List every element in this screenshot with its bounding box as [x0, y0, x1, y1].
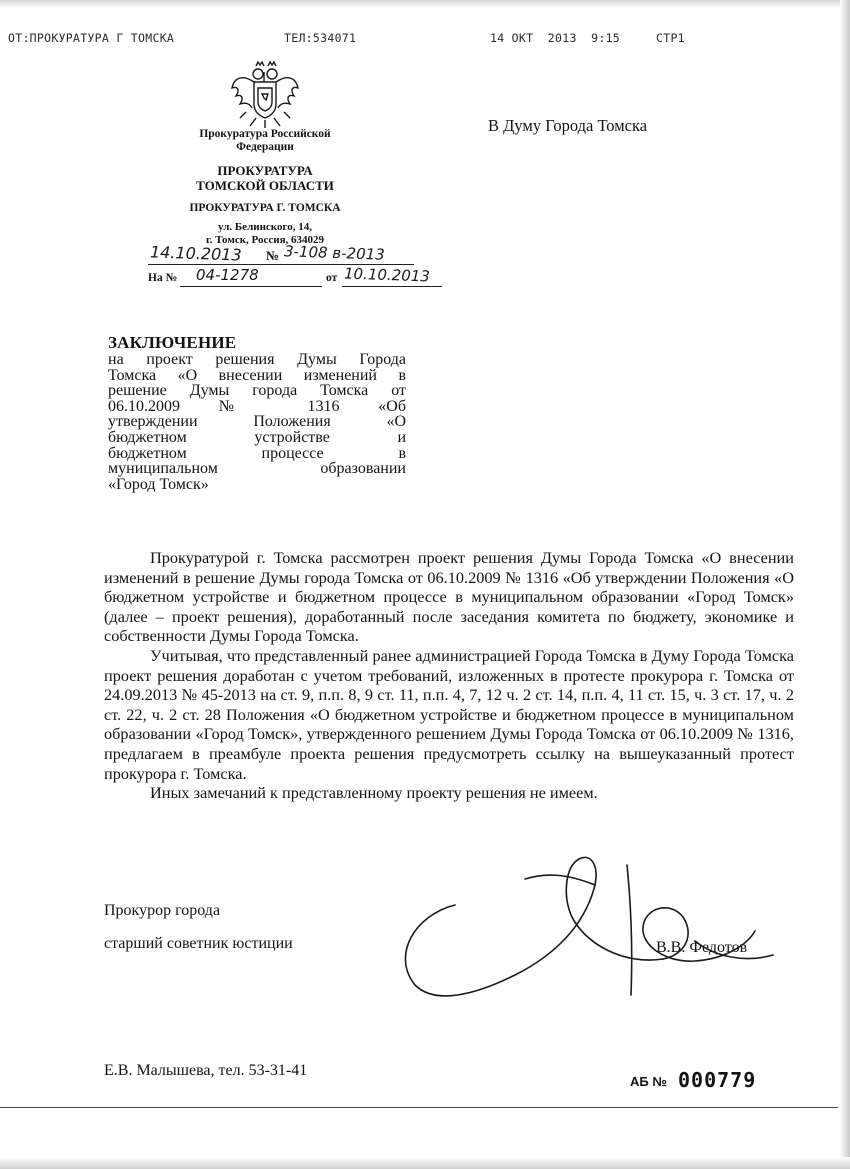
subject-line: бюджетном устройстве и: [108, 428, 406, 446]
fax-sender: ОТ:ПРОКУРАТУРА Г ТОМСКА: [8, 31, 175, 45]
document-subject: [108, 352, 406, 492]
coat-of-arms-icon: [228, 60, 300, 130]
body-paragraph-2: Учитывая, что представленный ранее администрацией Города Томска в Думу Города Томска проект решения доработан с учетом требований, изложенных в протесте прокурора г. Томска от 24.09.2013 № 45-2013 на ст. 9, п.п. 8, 9 ст. 11, п.п. 4, 7, 12 ч. 2 ст. 14, п.п. 4, 11 ст. 15, ч. 3 ст. 17, ч. 2 ст. 22, ч. 2 ст. 28 Положения «О бюджетном устройстве и бюджетном процессе в муниципальном образовании «Город Томск», утвержденного решением Думы Города Томска от 06.10.2009 № 1316, предлагаем в преамбуле проекта решения предусмотреть ссылку на вышеуказанный протест прокурора г. Томска.: [104, 645, 794, 783]
letterhead-line4: ТОМСКОЙ ОБЛАСТИ: [196, 178, 334, 193]
reference-date-underline: [342, 286, 442, 287]
signer-rank: старший советник юстиции: [104, 935, 293, 952]
subject-line: Томска «О внесении изменений в: [108, 366, 406, 384]
fax-datetime: 14 ОКТ 2013 9:15: [490, 31, 621, 45]
registration-date: 14.10.2013: [149, 242, 242, 265]
subject-line: утверждении Положения «О: [108, 413, 406, 431]
executor-contact: Е.В. Малышева, тел. 53-31-41: [104, 1062, 308, 1079]
registration-no-label: №: [266, 248, 280, 263]
subject-line: муниципальном образовании: [108, 460, 406, 478]
body-paragraph-1: Прокуратурой г. Томска рассмотрен проект решения Думы Города Томска «О внесении изменений в решение Думы города Томска от 06.10.2009 № 1316 «Об утверждении Положения «О бюджетном устройстве и бюджетном процессе в муниципальном образовании «Город Томск» (далее – проект решения), доработанный после заседания комитета по бюджету, экономике и собственности Думы Города Томска.: [104, 548, 794, 646]
subject-line: решение Думы города Томска от: [108, 382, 406, 400]
reference-date: 10.10.2013: [343, 264, 431, 286]
scan-edge-right: [840, 0, 850, 1169]
bottom-rule: [0, 1107, 838, 1108]
registration-number: 3-108 в-2013: [283, 242, 386, 264]
fax-phone: ТЕЛ:534071: [284, 31, 357, 45]
fax-page: СТР1: [656, 31, 685, 45]
document-title: ЗАКЛЮЧЕНИЕ: [108, 333, 237, 352]
subject-line: «Город Томск»: [108, 475, 209, 493]
letterhead-line2: Федерации: [236, 141, 294, 153]
registration-line: [148, 244, 448, 268]
reference-from-label: от: [326, 272, 338, 284]
reference-number: 04-1278: [196, 266, 259, 284]
reference-line: [148, 264, 448, 292]
subject-line: бюджетном процессе в: [108, 444, 406, 462]
letterhead: [150, 128, 380, 215]
address-line2: г. Томск, Россия, 634029: [205, 234, 325, 246]
reference-label: На №: [148, 272, 178, 284]
serial-label: АБ №: [630, 1074, 667, 1089]
serial-number: 000779: [678, 1068, 757, 1092]
fax-header: [8, 31, 842, 51]
letterhead-line3: ПРОКУРАТУРА: [217, 163, 313, 178]
letterhead-line1: Прокуратура Российской: [199, 128, 331, 140]
reference-number-underline: [180, 286, 322, 287]
signer-name: В.В. Федотов: [656, 939, 748, 956]
body-text: [104, 548, 794, 803]
handwritten-signature: [395, 845, 785, 1005]
letterhead-line5: ПРОКУРАТУРА Г. ТОМСКА: [189, 202, 341, 214]
body-paragraph-3: Иных замечаний к представленному проекту решения не имеем.: [150, 783, 598, 803]
subject-line: на проект решения Думы Города: [108, 351, 406, 368]
subject-line: 06.10.2009 № 1316 «Об: [108, 397, 406, 415]
signer-position: Прокурор города: [104, 902, 221, 919]
scan-edge-top: [0, 0, 850, 8]
scan-edge-bottom: [0, 1157, 850, 1169]
addressee: В Думу Города Томска: [488, 116, 648, 135]
address-line1: ул. Белинского, 14,: [218, 221, 312, 233]
